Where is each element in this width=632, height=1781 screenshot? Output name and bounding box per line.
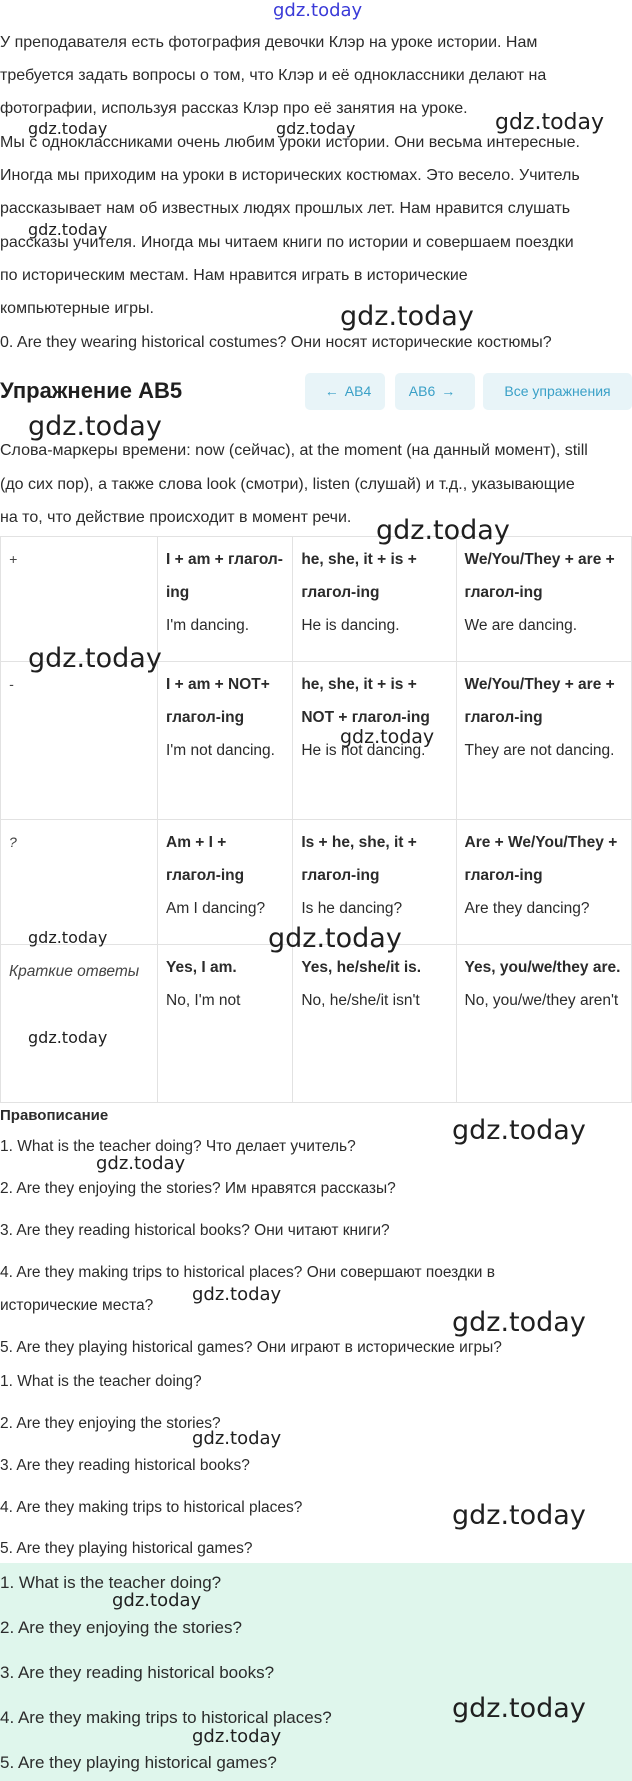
intro-line: рассказы учителя. Иногда мы читаем книги по истории и совершаем поездки <box>0 234 574 251</box>
question-item: 3. Are they reading historical books? <box>0 1457 250 1474</box>
example-text: I'm dancing. <box>166 617 250 634</box>
all-exercises-button[interactable] <box>483 373 632 410</box>
table-cell <box>158 820 293 945</box>
watermark: gdz.today <box>28 1028 108 1047</box>
example-text: I'm not dancing. <box>166 742 275 759</box>
markers-line: (до сих пор), а также слова look (смотри), listen (слушай) и т.д., указывающие <box>0 476 575 493</box>
answer-item: 4. Are they making trips to historical places? <box>0 1708 332 1727</box>
table-cell <box>293 945 456 1103</box>
prev-exercise-label: АВ4 <box>344 383 372 399</box>
example-text: Am I dancing? <box>166 900 266 917</box>
rule-text: Are + We/You/They + глагол-ing <box>464 834 618 884</box>
watermark: gdz.today <box>376 515 510 546</box>
example-text: No, I'm not <box>166 992 241 1009</box>
intro-line: рассказывает нам об известных людях прошлых лет. Нам нравится слушать <box>0 200 571 217</box>
watermark: gdz.today <box>96 1153 186 1174</box>
question-item: 4. Are they making trips to historical places? <box>0 1499 303 1516</box>
prev-exercise-button[interactable] <box>305 373 385 410</box>
example-text: No, you/we/they aren't <box>464 992 619 1009</box>
spelling-item: 5. Are they playing historical games? Они играют в исторические игры? <box>0 1339 502 1356</box>
row-symbol: + <box>1 537 158 662</box>
watermark: gdz.today <box>28 643 162 674</box>
table-row <box>1 537 632 662</box>
intro-line: по историческим местам. Нам нравится играть в исторические <box>0 267 468 284</box>
table-cell <box>456 820 632 945</box>
watermark: gdz.today <box>192 1726 282 1747</box>
example-text: Is he dancing? <box>301 900 403 917</box>
rule-text: he, she, it + is + глагол-ing <box>301 551 417 601</box>
next-exercise-button[interactable] <box>395 373 475 410</box>
rule-text: Is + he, she, it + глагол-ing <box>301 834 417 884</box>
intro-line: Мы с одноклассниками очень любим уроки истории. Они весьма интересные. <box>0 134 580 151</box>
table-cell <box>293 662 456 820</box>
table-cell <box>456 537 632 662</box>
watermark: gdz.today <box>452 1693 586 1724</box>
watermark: gdz.today <box>28 220 108 239</box>
row-symbol: - <box>1 662 158 820</box>
table-row <box>1 662 632 820</box>
spelling-heading: Правописание <box>0 1107 109 1124</box>
table-row <box>1 945 632 1103</box>
rule-text: I + am + NOT+ глагол-ing <box>166 676 270 726</box>
table-cell <box>456 945 632 1103</box>
watermark: gdz.today <box>495 110 605 135</box>
table-row <box>1 820 632 945</box>
watermark: gdz.today <box>340 301 474 332</box>
rule-text: We/You/They + are + глагол-ing <box>464 551 615 601</box>
arrow-left-icon: ← <box>324 383 339 399</box>
intro-line: фотографии, используя рассказ Клэр про её занятия на уроке. <box>0 100 468 117</box>
answer-item: 3. Are they reading historical books? <box>0 1663 275 1682</box>
next-exercise-label: АВ6 <box>408 383 436 399</box>
spelling-item: 4. Are they making trips to historical places? Они совершают поездки в <box>0 1264 495 1281</box>
answer-item: 5. Are they playing historical games? <box>0 1753 277 1772</box>
arrow-right-icon: → <box>441 383 456 399</box>
rule-text: Yes, he/she/it is. <box>301 959 422 976</box>
row-symbol: ? <box>1 820 158 945</box>
question-item: 2. Are they enjoying the stories? <box>0 1415 221 1432</box>
grammar-table <box>0 536 632 1103</box>
table-cell <box>158 662 293 820</box>
example-question: 0. Are they wearing historical costumes? Они носят исторические костюмы? <box>0 334 552 351</box>
example-text: No, he/she/it isn't <box>301 992 420 1009</box>
intro-line: У преподавателя есть фотография девочки Клэр на уроке истории. Нам <box>0 34 538 51</box>
watermark: gdz.today <box>28 928 108 947</box>
watermark: gdz.today <box>273 0 363 21</box>
table-cell <box>293 820 456 945</box>
rule-text: We/You/They + are + глагол-ing <box>464 676 615 726</box>
intro-line: требуется задать вопросы о том, что Клэр и её одноклассники делают на <box>0 67 547 84</box>
watermark: gdz.today <box>340 726 435 748</box>
example-text: He is dancing. <box>301 617 400 634</box>
table-cell <box>456 662 632 820</box>
watermark: gdz.today <box>452 1500 586 1531</box>
example-text: He is not dancing. <box>301 742 426 759</box>
watermark: gdz.today <box>112 1590 202 1611</box>
markers-line: Слова-маркеры времени: now (сейчас), at the moment (на данный момент), still <box>0 442 588 459</box>
watermark: gdz.today <box>28 119 108 138</box>
watermark: gdz.today <box>276 119 356 138</box>
table-cell <box>158 945 293 1103</box>
question-item: 1. What is the teacher doing? <box>0 1373 202 1390</box>
intro-line: Иногда мы приходим на уроки в исторических костюмах. Это весело. Учитель <box>0 167 580 184</box>
table-cell <box>158 537 293 662</box>
markers-line: на то, что действие происходит в момент речи. <box>0 509 352 526</box>
rule-text: Yes, I am. <box>166 959 237 976</box>
watermark: gdz.today <box>452 1307 586 1338</box>
rule-text: I + am + глагол-ing <box>166 551 283 601</box>
watermark: gdz.today <box>192 1284 282 1305</box>
watermark: gdz.today <box>452 1115 586 1146</box>
example-text: We are dancing. <box>464 617 578 634</box>
answer-item: 2. Are they enjoying the stories? <box>0 1618 242 1637</box>
rule-text: Yes, you/we/they are. <box>464 959 621 976</box>
intro-line: компьютерные игры. <box>0 300 154 317</box>
rule-text: Am + I + глагол-ing <box>166 834 245 884</box>
exercise-title: Упражнение АВ5 <box>0 378 183 403</box>
rule-text: he, she, it + is + NOT + глагол-ing <box>301 676 430 726</box>
row-symbol: Краткие ответы <box>1 945 158 1103</box>
example-text: Are they dancing? <box>464 900 590 917</box>
table-cell <box>293 537 456 662</box>
watermark: gdz.today <box>268 923 402 954</box>
spelling-item: исторические места? <box>0 1297 154 1314</box>
spelling-item: 2. Are they enjoying the stories? Им нравятся рассказы? <box>0 1180 396 1197</box>
all-exercises-label: Все упражнения <box>504 383 611 399</box>
answer-item: 1. What is the teacher doing? <box>0 1573 222 1592</box>
example-text: They are not dancing. <box>464 742 615 759</box>
watermark: gdz.today <box>28 411 162 442</box>
question-item: 5. Are they playing historical games? <box>0 1540 253 1557</box>
watermark: gdz.today <box>192 1428 282 1449</box>
spelling-item: 1. What is the teacher doing? Что делает учитель? <box>0 1138 356 1155</box>
spelling-item: 3. Are they reading historical books? Они читают книги? <box>0 1222 390 1239</box>
